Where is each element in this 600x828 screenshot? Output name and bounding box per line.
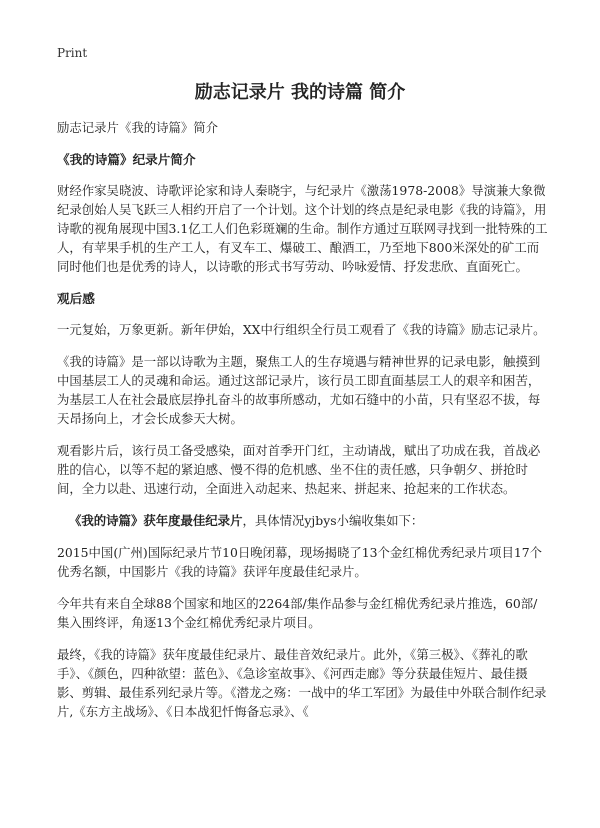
award-heading-rest: ，具体情况yjbys小编收集如下： — [242, 513, 424, 528]
paragraph: 财经作家吴晓波、诗歌评论家和诗人秦晓宇，与纪录片《激荡1978-2008》导演兼大象微纪录创始人吴飞跃三人相约开启了一个计划。这个计划的终点是纪录电影《我的诗篇》，用诗歌的视角展现中国3.1亿工人们色彩斑斓的生命。制作方通过互联网寻找到一批特殊的工人，有苹果手机的生产工人，有叉车工、爆破工、酿酒工，乃至地下800米深处的矿工而同时他们也是优秀的诗人，以诗歌的形式书写劳动、吟咏爱情、抒发悲欣、直面死亡。 — [57, 183, 548, 274]
paragraph: 《我的诗篇》是一部以诗歌为主题，聚焦工人的生存境遇与精神世界的记录电影，触摸到中国基层工人的灵魂和命运。通过这部记录片，该行员工即直面基层工人的艰辛和困苦，为基层工人在社会最底层挣扎奋斗的故事所感动，尤如石缝中的小苗，只有坚忍不拔，每天昂扬向上，才会长成参天大树。 — [57, 354, 541, 426]
paragraph: 2015中国(广州)国际纪录片节10日晚闭幕，现场揭晓了13个金红棉优秀纪录片项目17个优秀名额，中国影片《我的诗篇》获评年度最佳纪录片。 — [57, 545, 543, 579]
paragraph: 今年共有来自全球88个国家和地区的2264部/集作品参与金红棉优秀纪录片推选，60部/集入围终评，角逐13个金红棉优秀纪录片项目。 — [57, 596, 538, 630]
article-body — [57, 118, 549, 734]
paragraph: 一元复始，万象更新。新年伊始，XX中行组织全行员工观看了《我的诗篇》励志记录片。 — [57, 322, 546, 337]
section-heading-award — [57, 511, 549, 530]
page-title: 励志记录片 我的诗篇 简介 — [194, 82, 406, 103]
paragraph: 最终，《我的诗篇》获年度最佳纪录片、最佳音效纪录片。此外，《第三极》、《葬礼的歌手》、《颜色，四种欲望：蓝色》、《急诊室故事》、《河西走廊》等分获最佳短片、最佳摄影、剪辑、最佳系列纪录片等。《潜龙之殇：一战中的华工军团》为最佳中外联合制作纪录片,《东方主战场》、《日本战犯忏悔备忘录》、《 — [57, 647, 547, 719]
print-link[interactable]: Print — [57, 46, 88, 60]
section-heading-review: 观后感 — [57, 291, 95, 306]
award-heading-bold: 《我的诗篇》获年度最佳纪录片 — [69, 513, 243, 528]
section-heading-intro: 《我的诗篇》纪录片简介 — [57, 152, 196, 167]
intro-line: 励志记录片《我的诗篇》简介 — [57, 120, 219, 135]
paragraph: 观看影片后，该行员工备受感染，面对首季开门红，主动请战，赋出了功成在我，首战必胜的信心，以等不起的紧迫感、慢不得的危机感、坐不住的责任感，只争朝夕、拼抢时间，全力以赴、迅速行动，全面进入动起来、热起来、拼起来、抢起来的工作状态。 — [57, 443, 541, 496]
